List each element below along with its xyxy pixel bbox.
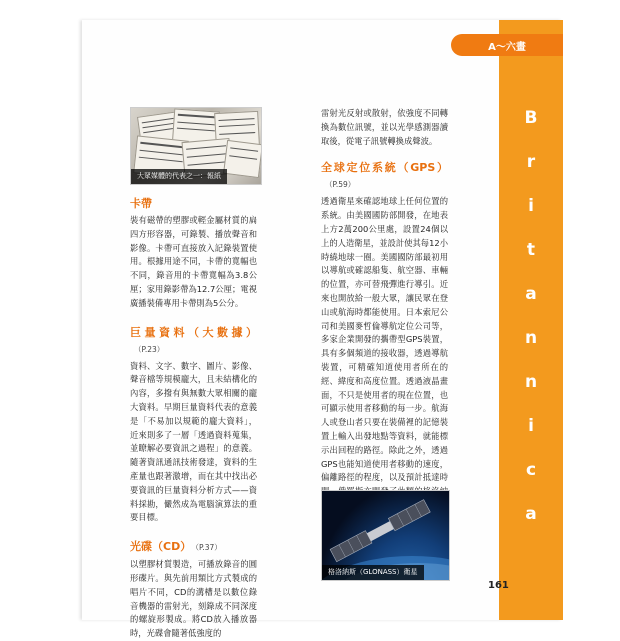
left-column (130, 186, 257, 641)
letter: i (528, 196, 534, 216)
bigdata-page-ref: （P.23） (134, 344, 165, 354)
letter: n (524, 372, 538, 392)
letter: c (525, 460, 537, 480)
letter: i (528, 416, 534, 436)
cd-page-ref: （P.37） (195, 543, 222, 553)
bigdata-heading: 巨量資料（大數據）（P.23） (130, 325, 257, 354)
letter: B (524, 108, 538, 128)
photo-caption: 大眾媒體的代表之一：報紙 (131, 169, 227, 184)
letter: a (525, 504, 537, 524)
letter: t (526, 240, 536, 260)
newspaper-sheet (223, 140, 262, 178)
gps-body: 透過衛星來確認地球上任何位置的系統。由美國國防部開發，在地表上方2萬200公里處，設置24個以上的人造衛星，並設計使其每12小時繞地球一圈。美國國防部最初用以導航或確認船隻、航空器、車輛的位置，亦可替飛彈進行導引。近來也開放給一般大眾，讓民眾在登山或航海時都能使用。日本索尼公司和美國麥哲倫導航定位公司等，多家企業開發的攜帶型GPS裝置，具有多個頻道的接收器，透過導航裝置，可精確知道使用者所在的經、緯度和高度位置。透過液晶畫面，不只是使用者的現在位置，也可顯示使用者移動的每一步。航海人或登山者只要在裝備裡的記憶裝置上輸入出發地點等資料，就能標示出回程的路徑。除此之外，透過GPS也能知道使用者移動的速度，偏離路徑的程度，以及預計抵達時 (321, 196, 448, 483)
section-tab: A～六畫 (451, 34, 563, 56)
letter: n (524, 328, 538, 348)
tape-heading: 卡帶 (130, 197, 152, 210)
tape-body: 裝有磁帶的塑膠或輕金屬材質的扁四方形容器，可錄製、播放聲音和影像。卡帶可直接放入記錄裝置使用。根據用途不同，卡帶的寬幅也不同，錄音用的卡帶寬幅為3.8公厘；家用錄影帶為12.7公厘；電視廣播裝備專用卡帶則為5公分。 (130, 215, 257, 308)
photo-caption: 格洛納斯（GLONASS）衛星 (322, 565, 424, 580)
newspapers-photo (130, 107, 262, 185)
letter: a (525, 284, 537, 304)
vertical-letters (499, 108, 563, 548)
gps-page-ref: （P.59） (325, 180, 356, 190)
bigdata-body: 資料、文字、數字、圖片、影像、聲音檔等規模龐大，且未結構化的內容，多撥有與無數大眾相關的龐大資料。早期巨量資料代表的意義是「不易加以規範的龐大資料」，近來則多了一層「透過資料蒐集，並瞭解必要資訊之過程」的意義。隨著資訊通訊技術發達，資料的生產量也跟著激增，而在其中找出必要資訊的巨量資料分析方式——資料採勘，儼然成為電腦演算法的重要目標。 (130, 360, 257, 523)
cd-heading: 光碟（CD） （P.37） (130, 540, 222, 554)
right-column (321, 107, 448, 513)
cd-body: 以塑膠材質製造，可播放錄音的圓形碟片。與先前用類比方式製成的唱片不同，CD的溝槽是以數位錄音機器的雷射光，刻錄成不同深度的螺旋形製成。將CD放入播放器時，光碟會隨著低強度的 (130, 559, 257, 639)
cd-body-continued: 雷射光反射或散射，依強度不同轉換為數位訊號，並以光學感測器讀取後，從電子訊號轉換成聲波。 (321, 108, 448, 146)
letter: r (526, 152, 536, 172)
gps-heading: 全球定位系統（GPS）（P.59） (321, 161, 448, 190)
page-number: 161 (488, 580, 509, 591)
satellite-photo (321, 490, 450, 581)
